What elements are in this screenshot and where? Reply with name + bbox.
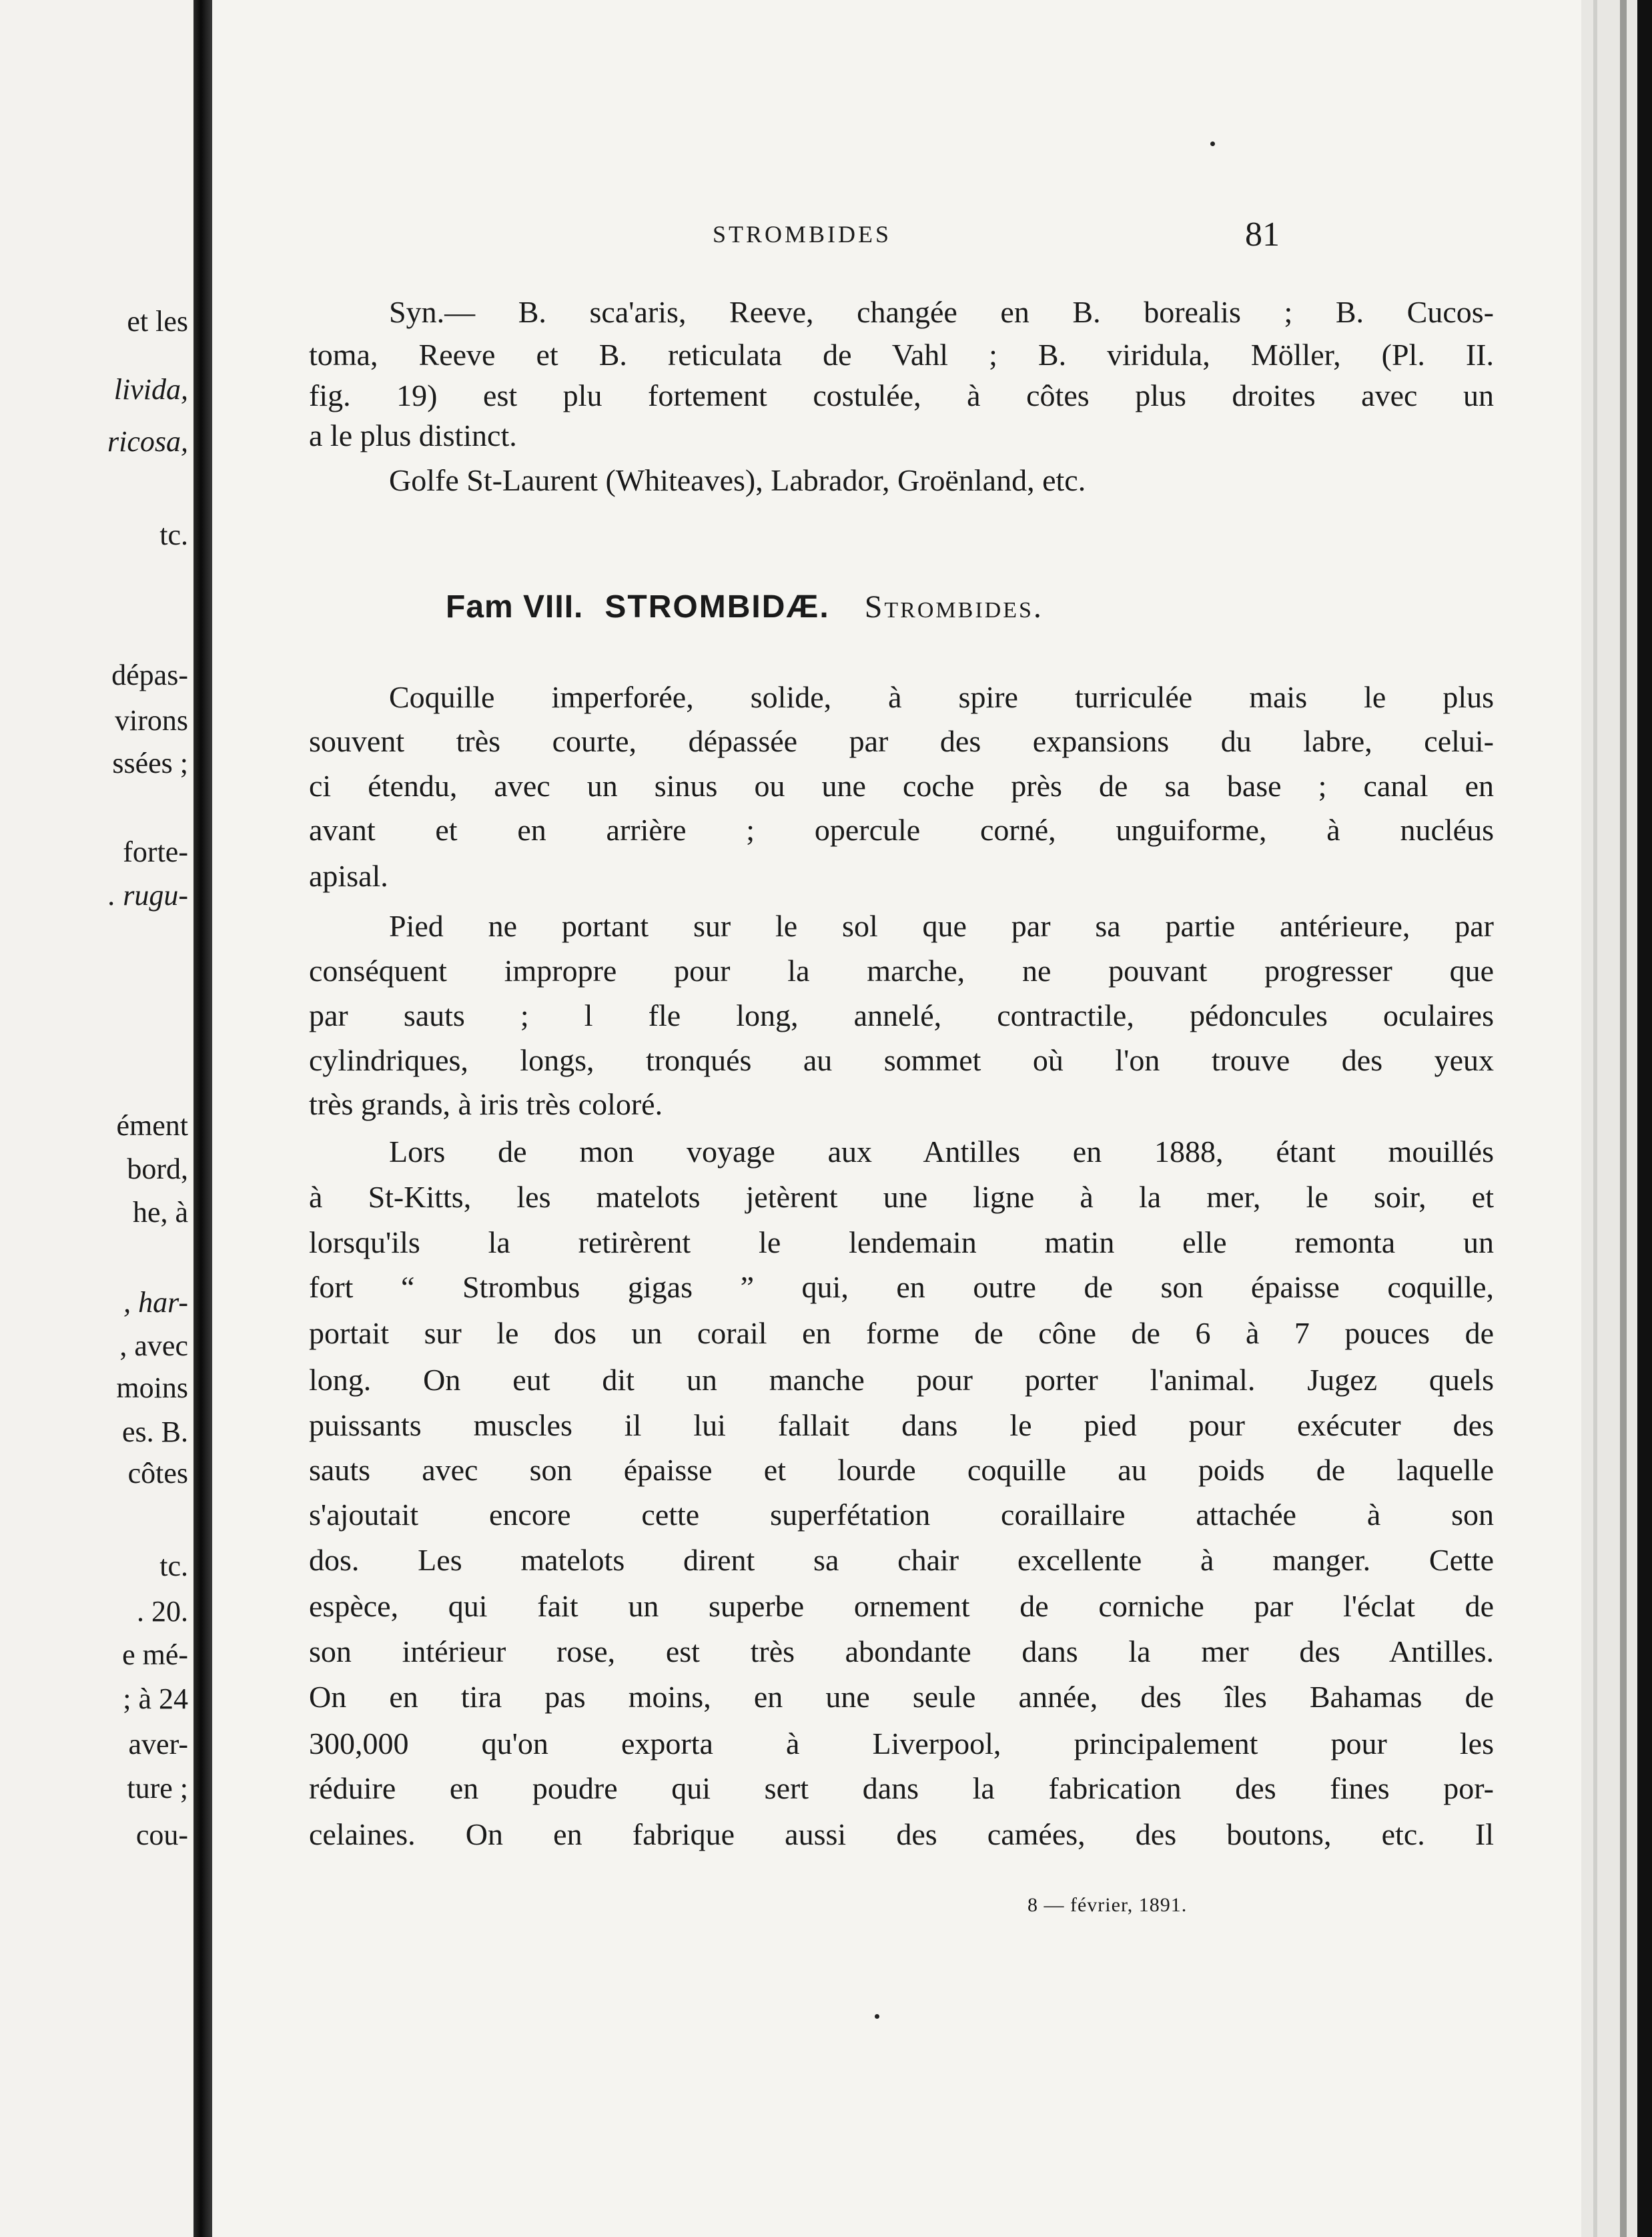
paragraph-3-line-13: On en tira pas moins, en une seule année, des îles Bahamas de	[309, 1680, 1494, 1714]
left-page-line: , har-	[123, 1286, 188, 1319]
paragraph-3-line-2: à St-Kitts, les matelots jetèrent une ligne à la mer, le soir, et	[309, 1180, 1494, 1214]
page-edge-line	[1620, 0, 1627, 2237]
left-page-line: ément	[116, 1109, 188, 1142]
signature-footnote: 8 — février, 1891.	[1027, 1894, 1188, 1916]
page-edge-shadow	[1637, 0, 1652, 2237]
left-page-line: ture ;	[127, 1772, 188, 1805]
synonymy-line-2: toma, Reeve et B. reticulata de Vahl ; B. viridula, Möller, (Pl. II.	[309, 338, 1494, 372]
paragraph-2-line-5: très grands, à iris très coloré.	[309, 1087, 663, 1121]
left-page-line: aver-	[128, 1728, 188, 1761]
paragraph-3-line-5: portait sur le dos un corail en forme de cône de 6 à 7 pouces de	[309, 1316, 1494, 1350]
paragraph-3-line-15: réduire en poudre qui sert dans la fabrication des fines por-	[309, 1771, 1494, 1805]
family-number: Fam VIII.	[446, 589, 584, 625]
left-page-line: dépas-	[111, 659, 188, 691]
family-french-name: Strombides.	[864, 589, 1044, 625]
paragraph-3-line-9: s'ajoutait encore cette superfétation coraillaire attachée à son	[309, 1498, 1494, 1532]
left-page-line: virons	[115, 704, 188, 737]
paragraph-2-line-3: par sauts ; l fle long, annelé, contractile, pédoncules oculaires	[309, 998, 1494, 1032]
paragraph-2-line-1: Pied ne portant sur le sol que par sa partie antérieure, par	[389, 909, 1494, 943]
main-page	[212, 0, 1581, 2237]
left-page-line: ssées ;	[112, 747, 188, 779]
paragraph-3-line-4: fort “ Strombus gigas ” qui, en outre de son épaisse coquille,	[309, 1270, 1494, 1304]
family-heading	[446, 589, 1044, 625]
running-title: STROMBIDES	[713, 221, 892, 248]
page-number: 81	[1245, 216, 1280, 254]
left-page-line: es. B.	[122, 1415, 188, 1448]
left-page-line: tc.	[159, 519, 188, 551]
ink-speck	[875, 2014, 879, 2019]
paragraph-3-line-14: 300,000 qu'on exporta à Liverpool, principalement pour les	[309, 1726, 1494, 1761]
left-page-line: . rugu-	[108, 879, 188, 912]
paragraph-3-line-1: Lors de mon voyage aux Antilles en 1888, étant mouillés	[389, 1135, 1494, 1169]
ink-speck	[1210, 141, 1215, 146]
paragraph-1-line-4: avant et en arrière ; opercule corné, unguiforme, à nucléus	[309, 813, 1494, 847]
left-page-line: tc.	[159, 1550, 188, 1582]
synonymy-line-4: a le plus distinct.	[309, 418, 517, 452]
paragraph-1-line-1: Coquille imperforée, solide, à spire turriculée mais le plus	[389, 680, 1494, 714]
left-page-line: côtes	[127, 1457, 188, 1490]
paragraph-2-line-2: conséquent impropre pour la marche, ne pouvant progresser que	[309, 954, 1494, 988]
paragraph-3-line-12: son intérieur rose, est très abondante dans la mer des Antilles.	[309, 1634, 1494, 1668]
paragraph-1-line-2: souvent très courte, dépassée par des expansions du labre, celui-	[309, 724, 1494, 758]
left-page-line: , avec	[119, 1329, 188, 1362]
book-right-edge	[1581, 0, 1652, 2237]
synonymy-line-3: fig. 19) est plu fortement costulée, à côtes plus droites avec un	[309, 378, 1494, 412]
paragraph-3-line-10: dos. Les matelots dirent sa chair excellente à manger. Cette	[309, 1543, 1494, 1577]
family-name: STROMBIDÆ.	[604, 589, 830, 625]
left-page-line: e mé-	[122, 1638, 188, 1671]
left-page-line: livida,	[113, 373, 188, 406]
left-page-line: . 20.	[137, 1595, 188, 1628]
left-page-line: et les	[127, 305, 188, 338]
left-page-line: moins	[116, 1371, 188, 1404]
left-facing-page	[0, 0, 193, 2237]
left-page-line: ; à 24	[123, 1682, 188, 1715]
page-header	[212, 216, 1581, 260]
paragraph-2-line-4: cylindriques, longs, tronqués au sommet où l'on trouve des yeux	[309, 1043, 1494, 1077]
left-page-line: bord,	[127, 1153, 188, 1185]
page-edge-line	[1593, 0, 1597, 2237]
locality-line: Golfe St-Laurent (Whiteaves), Labrador, Groënland, etc.	[389, 463, 1086, 497]
synonymy-line-1: Syn.— B. sca'aris, Reeve, changée en B. borealis ; B. Cucos-	[389, 295, 1494, 329]
left-page-line: ricosa,	[107, 425, 188, 458]
left-page-line: forte-	[123, 836, 188, 868]
left-page-line: cou-	[135, 1819, 188, 1851]
left-page-line: he, à	[132, 1196, 188, 1229]
paragraph-1-line-5: apisal.	[309, 859, 388, 893]
paragraph-3-line-6: long. On eut dit un manche pour porter l'animal. Jugez quels	[309, 1363, 1494, 1397]
paragraph-3-line-11: espèce, qui fait un superbe ornement de corniche par l'éclat de	[309, 1589, 1494, 1623]
book-gutter	[193, 0, 212, 2237]
paragraph-3-line-16: celaines. On en fabrique aussi des camées, des boutons, etc. Il	[309, 1817, 1494, 1851]
paragraph-3-line-7: puissants muscles il lui fallait dans le pied pour exécuter des	[309, 1408, 1494, 1442]
paragraph-1-line-3: ci étendu, avec un sinus ou une coche près de sa base ; canal en	[309, 769, 1494, 803]
paragraph-3-line-8: sauts avec son épaisse et lourde coquille au poids de laquelle	[309, 1453, 1494, 1487]
paragraph-3-line-3: lorsqu'ils la retirèrent le lendemain matin elle remonta un	[309, 1225, 1494, 1259]
